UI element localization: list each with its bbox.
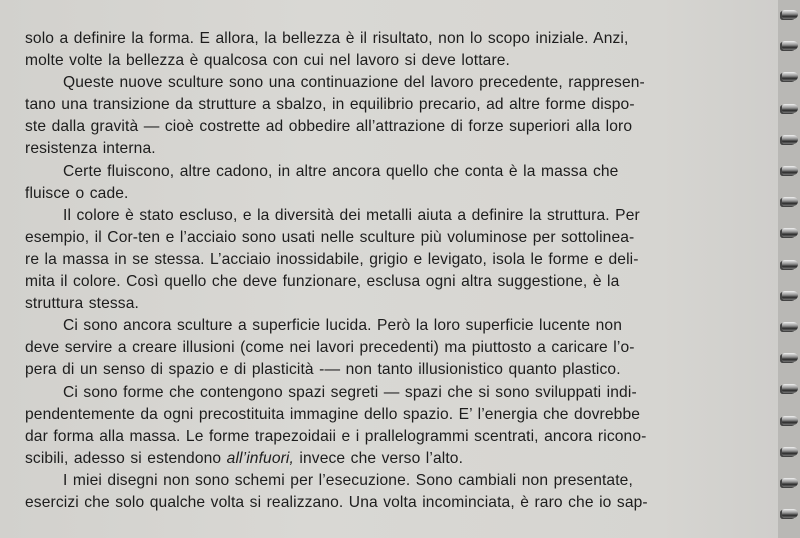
binding-ring (782, 416, 798, 425)
text-line: pendentemente da ogni precostituita immagine dello spazio. E’ l’energia che dovrebbe (25, 405, 641, 423)
text-line: molte volte la bellezza è qualcosa con cui nel lavoro si deve lottare. (25, 52, 511, 70)
text-line: I miei disegni non sono schemi per l’esecuzione. Sono cambiali non presentate, (63, 471, 633, 489)
text-line: resistenza interna. (25, 140, 156, 158)
text-line: dar forma alla massa. Le forme trapezoidaii e i prallelogrammi scentrati, ancora ricono- (25, 427, 647, 445)
paragraph (25, 470, 750, 514)
binding-ring (782, 291, 798, 300)
text-line: Il colore è stato escluso, e la diversità dei metalli aiuta a definire la struttura. Per (63, 206, 640, 224)
text-line: Ci sono forme che contengono spazi segreti — spazi che si sono sviluppati indi- (63, 383, 637, 401)
spiral-binding (778, 0, 800, 538)
text-line: Queste nuove sculture sono una continuazione del lavoro precedente, rappresen- (63, 74, 645, 92)
paragraph (25, 315, 750, 381)
text-line-post: invece che verso l’alto. (293, 449, 464, 467)
paragraph (25, 205, 750, 315)
italic-phrase: all’infuori, (226, 449, 294, 467)
text-line: solo a definire la forma. E allora, la bellezza è il risultato, non lo scopo iniziale. Anzi, (25, 30, 629, 47)
paragraph (25, 72, 750, 160)
binding-ring (782, 322, 798, 331)
binding-ring (782, 135, 798, 144)
binding-ring (782, 478, 798, 487)
text-line: Ci sono ancora sculture a superficie lucida. Però la loro superficie lucente non (63, 317, 623, 335)
text-line: pera di un senso di spazio e di plasticità -— non tanto illusionistico quanto plastico. (25, 361, 621, 379)
paragraph (25, 161, 750, 205)
binding-ring (782, 509, 798, 518)
text-line: deve servire a creare illusioni (come nei lavori precedenti) ma piuttosto a caricare l’o- (25, 339, 635, 357)
binding-ring (782, 72, 798, 81)
text-line: tano una transizione da strutture a sbalzo, in equilibrio precario, ad altre forme dispo- (25, 96, 635, 114)
binding-ring (782, 41, 798, 50)
text-line: esempio, il Cor-ten e l’acciaio sono usati nelle sculture più voluminose per sottolinea- (25, 228, 635, 246)
paragraph (25, 382, 750, 470)
binding-ring (782, 10, 798, 19)
text-line-pre: scibili, adesso si estendono (25, 449, 227, 467)
binding-ring (782, 104, 798, 113)
binding-ring (782, 197, 798, 206)
binding-ring (782, 166, 798, 175)
text-line: struttura stessa. (25, 295, 139, 313)
body-text (25, 28, 750, 514)
text-line: esercizi che solo qualche volta si realizzano. Una volta incominciata, è raro che io sap- (25, 493, 648, 511)
text-line: fluisce o cade. (25, 184, 129, 202)
binding-ring (782, 260, 798, 269)
paragraph (25, 28, 750, 72)
binding-ring (782, 228, 798, 237)
text-line: Certe fluiscono, altre cadono, in altre ancora quello che conta è la massa che (63, 162, 619, 180)
binding-ring (782, 353, 798, 362)
text-line: ste dalla gravità — cioè costrette ad obbedire all’attrazione di forze superiori alla loro (25, 118, 633, 136)
binding-ring (782, 447, 798, 456)
binding-ring (782, 384, 798, 393)
text-line: re la massa in se stessa. L’acciaio inossidabile, grigio e levigato, isola le forme e deli- (25, 250, 639, 268)
text-line: mita il colore. Così quello che deve funzionare, esclusa ogni altra suggestione, è la (25, 273, 620, 291)
